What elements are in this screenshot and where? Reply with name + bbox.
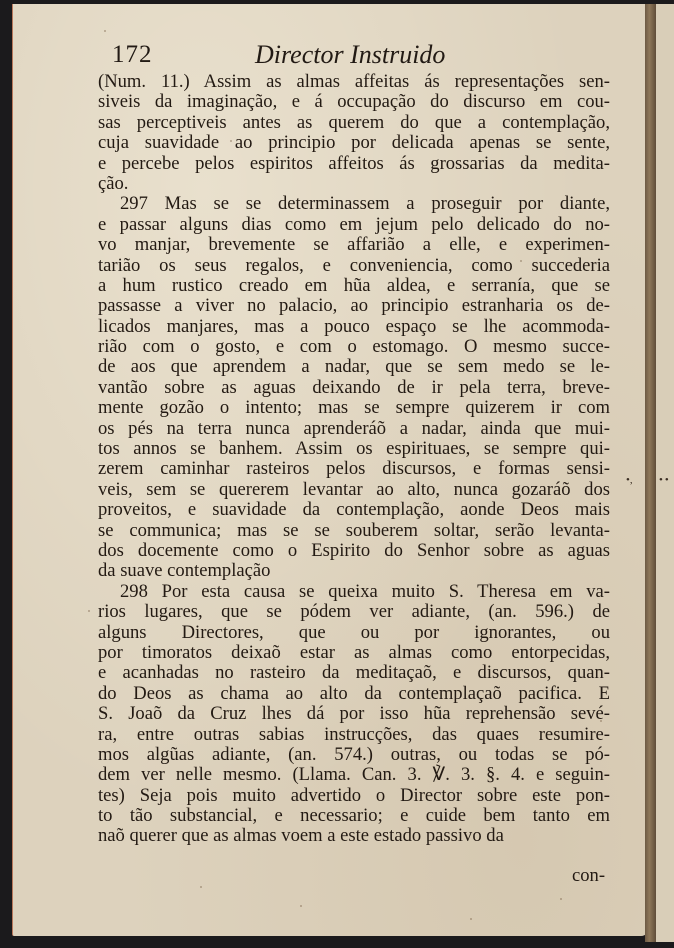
text-line: 297 Mas se se determinassem a proseguir por diante, xyxy=(120,193,610,215)
text-line: veis, sem se quererem levantar ao alto, nunca gozaráõ dos xyxy=(98,478,610,500)
text-line: to tão substancial, e necessario; e cuide bem tanto em xyxy=(98,805,610,827)
text-line: a hum rustico creado em hũa aldea, e serranía, que se xyxy=(98,274,610,296)
adjacent-page-marks: •• xyxy=(659,474,671,486)
text-line: do Deos as chama ao alto da contemplaçaõ pacifica. E xyxy=(98,682,610,704)
text-line: tarião os seus regalos, e conveniencia, como succederia xyxy=(98,254,610,276)
text-line: ção. xyxy=(98,172,129,194)
text-line: S. Joaõ da Cruz lhes dá por isso hũa reprehensão sevé- xyxy=(98,703,610,725)
text-line: vo manjar, brevemente se affarião a elle, e experimen- xyxy=(98,234,610,256)
text-line: mente gozão o intento; mas se sempre quizerem ir com xyxy=(98,397,610,419)
text-line: proveitos, e suavidade da contemplação, aonde Deos mais xyxy=(98,499,610,521)
text-line: rios lugares, que se pódem ver adiante, (an. 596.) de xyxy=(98,601,610,623)
text-line: siveis da imaginação, e á occupação do discurso em cou- xyxy=(98,91,610,113)
text-line: licados manjares, mas a pouco espaço se lhe acommoda- xyxy=(98,315,610,337)
text-line: mos algũas adiante, (an. 574.) outras, ou todas se pó- xyxy=(98,743,610,765)
text-line: rião com o gosto, e com o estomago. O mesmo succe- xyxy=(98,336,610,358)
text-line: dos docemente como o Espirito do Senhor sobre as aguas xyxy=(98,539,610,561)
catchword: con- xyxy=(572,865,606,886)
text-line: 298 Por esta causa se queixa muito S. Theresa em va- xyxy=(120,580,610,602)
text-line: tes) Seja pois muito advertido o Director sobre este pon- xyxy=(98,784,610,806)
running-title: Director Instruido xyxy=(255,40,446,69)
text-line: e acanhadas no rasteiro da meditaçaõ, e discursos, quan- xyxy=(98,662,610,684)
text-line: tos annos se banhem. Assim os espirituaes, se sempre qui- xyxy=(98,438,610,460)
text-line: sas perceptiveis antes as querem do que a contemplação, xyxy=(98,111,610,133)
page-number: 172 xyxy=(112,41,153,68)
text-line: naõ querer que as almas voem a este estado passivo da xyxy=(98,825,504,847)
text-line: os pés na terra nunca aprenderáõ a nadar, ainda que mui- xyxy=(98,417,610,439)
text-line: ra, entre outras sabias instrucções, das quaes resumire- xyxy=(98,723,610,745)
page-header xyxy=(112,40,532,70)
text-line: zerem caminhar rasteiros pelos discursos, e formas sensi- xyxy=(98,458,610,480)
text-line: dem ver nelle mesmo. (Llama. Can. 3. ℣. 3. §. 4. e seguin- xyxy=(98,764,610,786)
text-line: se communica; mas se se souberem soltar, serão levanta- xyxy=(98,519,610,541)
text-line: e passar alguns dias como em jejum pelo delicado do no- xyxy=(98,213,610,235)
book-spine xyxy=(645,4,656,942)
text-line: vantão sobre as aguas deixando de ir pela terra, breve- xyxy=(98,376,610,398)
text-line: alguns Directores, que ou por ignorantes, ou xyxy=(98,621,610,643)
body-text xyxy=(98,72,610,847)
text-line: passasse a viver no palacio, ao principio estranharia os de- xyxy=(98,295,610,317)
text-line: da suave contemplação xyxy=(98,560,271,582)
text-line: cuja suavidade ao principio por delicada apenas se sente, xyxy=(98,132,610,154)
text-line: de aos que aprendem a nadar, que se sem medo se le- xyxy=(98,356,610,378)
text-line: por timoratos deixaõ estar as almas como entorpecidas, xyxy=(98,641,610,663)
adjacent-page-edge xyxy=(656,4,674,942)
text-line: e percebe pelos espiritos affeitos ás grossarias da medita- xyxy=(98,152,610,174)
margin-mark: •, xyxy=(626,474,633,486)
text-line: (Num. 11.) Assim as almas affeitas ás representações sen- xyxy=(98,71,610,92)
